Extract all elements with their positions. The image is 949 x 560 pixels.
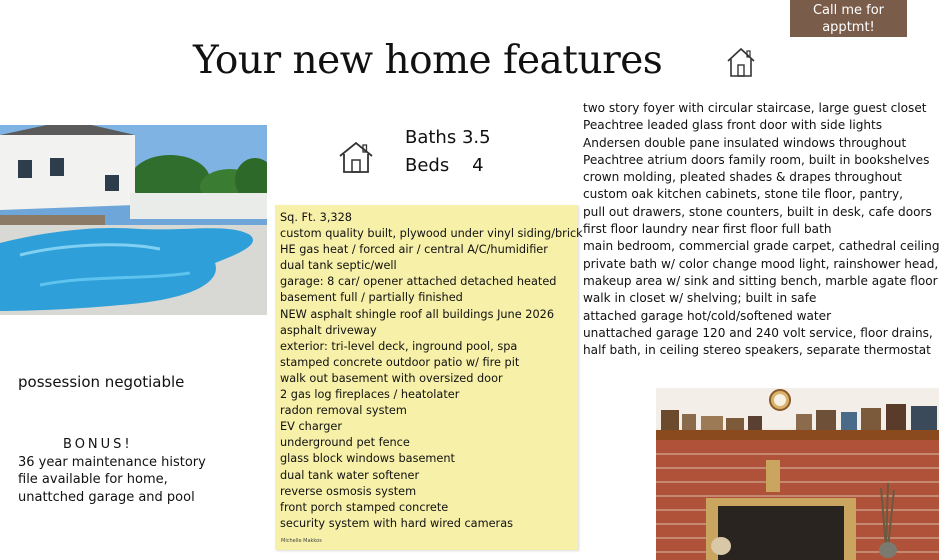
list-item: custom oak kitchen cabinets, stone tile floor, pantry, (583, 187, 904, 202)
signature: Michelle Makkos (281, 538, 322, 544)
list-item: attached garage hot/cold/softened water (583, 308, 832, 323)
list-item: Sq. Ft. 3,328 (280, 211, 352, 224)
list-item: crown molding, pleated shades & drapes throughout (583, 170, 902, 185)
fireplace-photo (656, 388, 939, 560)
list-item: first floor laundry near first floor full bath (583, 222, 832, 237)
sticky-note (275, 205, 583, 550)
call-me-button[interactable] (790, 0, 907, 37)
list-item: radon removal system (280, 404, 407, 418)
list-item: main bedroom, commercial grade carpet, cathedral ceiling (583, 239, 940, 254)
bonus-line: file available for home, (18, 472, 168, 487)
page-title: Your new home features (193, 38, 663, 83)
possession-text: possession negotiable (18, 373, 185, 391)
list-item: unattached garage 120 and 240 volt service, floor drains, (583, 325, 933, 340)
list-item: walk in closet w/ shelving; built in safe (583, 291, 817, 306)
bonus-line: unattched garage and pool (18, 489, 195, 505)
list-item: EV charger (280, 420, 342, 434)
list-item: asphalt driveway (280, 323, 377, 337)
call-me-label-line2: apptmt! (822, 19, 875, 35)
list-item: makeup area w/ sink and sitting bench, marble agate floor (583, 273, 938, 288)
list-item: two story foyer with circular staircase, large guest closet (583, 101, 927, 115)
features-list (583, 100, 940, 359)
list-item: Andersen double pane insulated windows throughout (583, 135, 907, 150)
list-item: custom quality built, plywood under vinyl siding/brick (280, 227, 583, 241)
list-item: private bath w/ color change mood light, rainshower head, (583, 256, 939, 271)
beds-count: Beds 4 (405, 155, 484, 176)
list-item: pull out drawers, stone counters, built in desk, cafe doors (583, 204, 932, 219)
list-item: reverse osmosis system (280, 484, 417, 498)
list-item: front porch stamped concrete (280, 500, 449, 514)
list-item: stamped concrete outdoor patio w/ fire pit (280, 355, 520, 369)
list-item: walk out basement with oversized door (280, 371, 503, 385)
list-item: underground pet fence (280, 436, 410, 450)
house-icon (726, 46, 756, 78)
bonus-line: 36 year maintenance history (18, 454, 206, 470)
list-item: Peachtree leaded glass front door with side lights (583, 118, 883, 133)
list-item: garage: 8 car/ opener attached detached heated (280, 275, 557, 289)
bonus-section (18, 436, 206, 506)
list-item: NEW asphalt shingle roof all buildings June 2026 (280, 307, 555, 321)
list-item: exterior: tri-level deck, inground pool, spa (280, 339, 518, 353)
list-item: basement full / partially finished (280, 291, 463, 305)
list-item: dual tank water softener (280, 468, 420, 482)
bonus-heading: BONUS! (63, 437, 133, 452)
house-icon (338, 140, 374, 174)
list-item: Peachtree atrium doors family room, built in bookshelves (583, 152, 930, 167)
list-item: half bath, in ceiling stereo speakers, separate thermostat (583, 343, 931, 358)
list-item: glass block windows basement (280, 452, 455, 466)
pool-photo (0, 125, 267, 315)
list-item: security system with hard wired cameras (280, 516, 514, 530)
baths-count: Baths 3.5 (405, 127, 491, 148)
call-me-label-line1: Call me for (812, 2, 885, 18)
baths-beds (405, 124, 491, 180)
list-item: 2 gas log fireplaces / heatolater (280, 388, 460, 402)
list-item: dual tank septic/well (280, 259, 397, 273)
list-item: HE gas heat / forced air / central A/C/humidifier (280, 243, 548, 257)
